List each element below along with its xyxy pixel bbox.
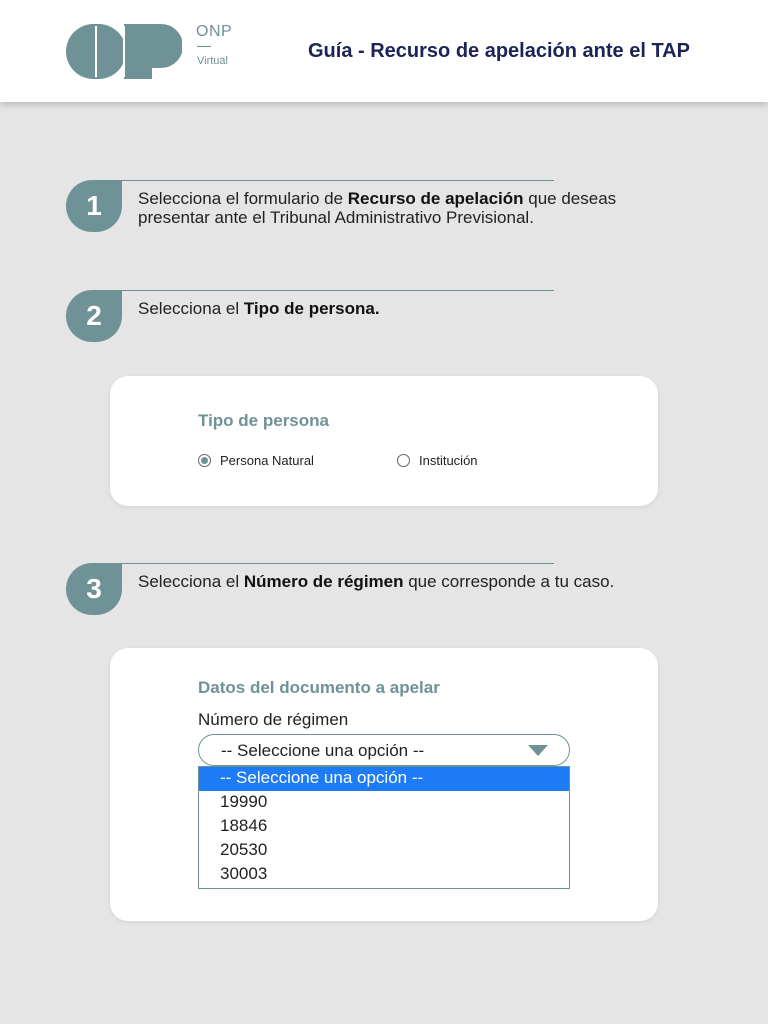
tipo-persona-card <box>110 376 658 506</box>
tipo-persona-title: Tipo de persona <box>198 411 329 430</box>
onp-logo-icon <box>66 24 182 79</box>
regimen-option-20530[interactable]: 20530 <box>220 840 268 859</box>
institucion-radio[interactable] <box>397 454 410 467</box>
documento-title: Datos del documento a apelar <box>198 678 440 697</box>
step-2-text <box>138 299 638 318</box>
regimen-select[interactable] <box>198 734 570 766</box>
step-3-text-before: Selecciona el <box>138 572 244 591</box>
step-2-text-before: Selecciona el <box>138 299 244 318</box>
logo-subtext: Virtual <box>197 55 228 67</box>
logo-divider <box>197 46 211 47</box>
regimen-option-19990[interactable]: 19990 <box>220 792 268 811</box>
regimen-select-value: -- Seleccione una opción -- <box>221 741 425 760</box>
regimen-label: Número de régimen <box>198 710 349 729</box>
step-3-text-bold: Número de régimen <box>243 572 404 591</box>
step-2-text-bold: Tipo de persona. <box>243 299 380 318</box>
step-1-text-after: que deseas presentar ante el Tribunal Administrativo Previsional. <box>138 189 617 227</box>
chevron-down-icon[interactable] <box>528 745 548 756</box>
step-3-line <box>120 563 554 564</box>
regimen-option-placeholder[interactable]: -- Seleccione una opción -- <box>199 767 569 791</box>
step-1-badge: 1 <box>66 180 122 232</box>
page-title: Guía - Recurso de apelación ante el TAP <box>308 40 690 62</box>
step-3-badge: 3 <box>66 563 122 615</box>
logo-text: ONP <box>196 23 233 40</box>
step-1-text <box>138 189 638 227</box>
regimen-option-30003[interactable]: 30003 <box>220 864 268 883</box>
persona-natural-radio[interactable] <box>198 454 211 467</box>
step-3-text <box>138 572 698 591</box>
step-1-text-before: Selecciona el formulario de <box>138 189 348 208</box>
step-2-line <box>120 290 554 291</box>
step-1-text-bold: Recurso de apelación <box>347 189 524 208</box>
page-header <box>0 0 768 102</box>
step-2-badge: 2 <box>66 290 122 342</box>
documento-card <box>110 648 658 921</box>
step-3-text-after: que corresponde a tu caso. <box>403 572 615 591</box>
regimen-option-18846[interactable]: 18846 <box>220 816 268 835</box>
regimen-dropdown-list <box>198 766 570 889</box>
institucion-label[interactable]: Institución <box>419 453 478 468</box>
step-1-line <box>120 180 554 181</box>
persona-natural-label[interactable]: Persona Natural <box>220 453 314 468</box>
